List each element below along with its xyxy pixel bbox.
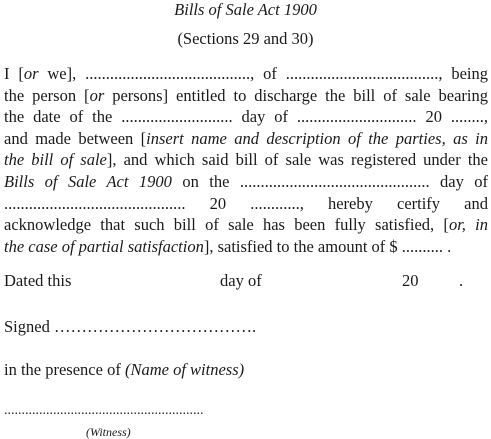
- text-segment: ], and which said bill of sale was registered under the: [106, 150, 488, 170]
- italic-segment: or: [23, 64, 39, 83]
- paragraph-line-1: [4, 63, 488, 85]
- paragraph-line-7: ............................................ 20 ............, hereby certify and: [4, 193, 488, 213]
- text-segment: I [: [4, 64, 24, 83]
- italic-segment: or: [89, 85, 105, 105]
- presence-label: in the presence of: [4, 360, 125, 379]
- dated-day-of: day of: [220, 271, 262, 290]
- italic-segment: the bill of sale: [4, 150, 107, 170]
- witness-name-placeholder: (Name of witness): [124, 360, 245, 379]
- paragraph-line-6: [4, 171, 488, 193]
- text-segment: on the .............................................. day of: [171, 171, 488, 191]
- presence-line: [4, 360, 244, 380]
- paragraph-line-5: [4, 149, 488, 171]
- text-segment: and made between [: [4, 128, 147, 148]
- paragraph-line-9: [4, 236, 488, 258]
- text-segment: ], satisfied to the amount of $ .......... .: [203, 236, 452, 256]
- witness-label: (Witness): [86, 425, 131, 439]
- signed-line: Signed ……………………………….: [4, 317, 257, 336]
- paragraph-line-3: the date of the ........................... day of ............................. 20 ........,: [4, 107, 488, 127]
- certificate-paragraph: [4, 63, 488, 257]
- dated-end: .: [459, 271, 464, 290]
- document-title: Bills of Sale Act 1900: [174, 0, 317, 19]
- text-segment: persons] entitled to discharge the bill of sale bearing: [104, 85, 488, 105]
- paragraph-line-4: [4, 128, 488, 150]
- witness-signature-line: .........................................................: [4, 403, 204, 418]
- dated-label: Dated this: [4, 271, 72, 290]
- paragraph-line-8: [4, 214, 488, 236]
- dated-year: 20: [402, 271, 419, 290]
- paragraph-line-2: [4, 85, 488, 107]
- text-segment: acknowledge that such bill of sale has been fully satisfied, [: [4, 215, 449, 235]
- document-subtitle: (Sections 29 and 30): [177, 29, 314, 48]
- italic-segment: the case of partial satisfaction: [4, 236, 204, 256]
- text-segment: the person [: [4, 85, 90, 105]
- italic-segment: insert name and description of the parties, as in: [146, 128, 488, 148]
- text-segment: we], ........................................, of ....................................., being: [38, 64, 488, 83]
- italic-segment: Bills of Sale Act 1900: [4, 171, 172, 191]
- italic-segment: or, in: [448, 215, 488, 235]
